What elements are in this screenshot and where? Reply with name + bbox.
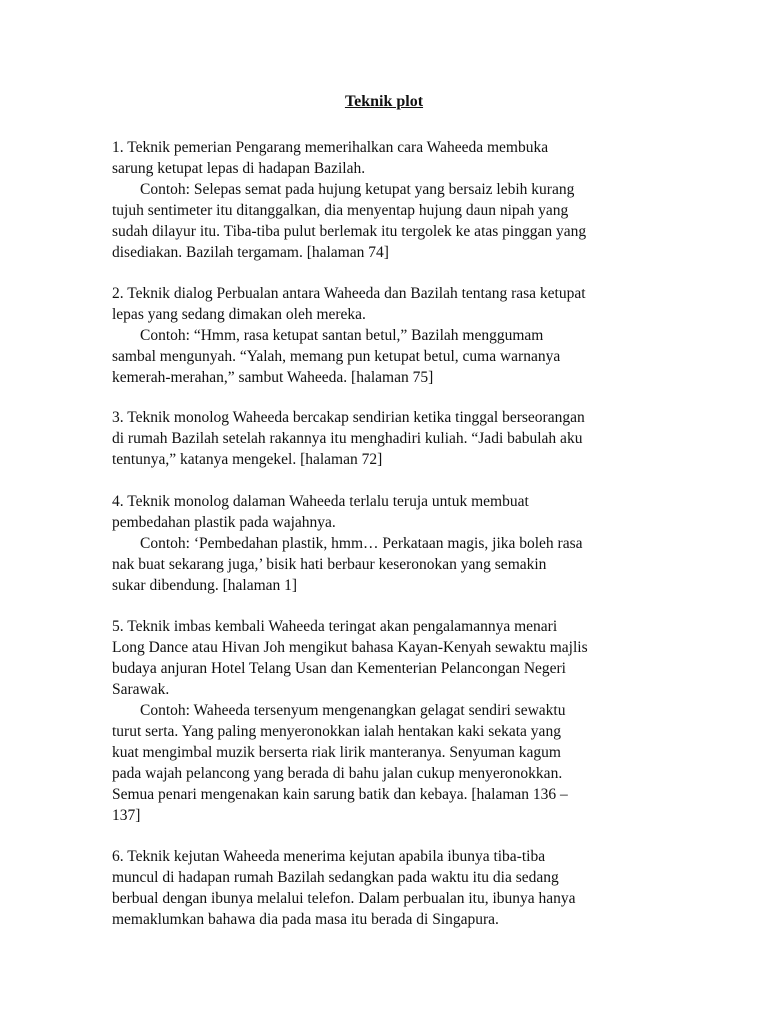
page-title: Teknik plot bbox=[344, 93, 424, 110]
item-6-line-1: 6. Teknik kejutan Waheeda menerima kejutan apabila ibunya tiba-tiba bbox=[112, 848, 546, 865]
item-3-line-3: tentunya,” katanya mengekel. [halaman 72] bbox=[112, 451, 383, 468]
item-2-example-line-1: Contoh: “Hmm, rasa ketupat santan betul,” Bazilah menggumam bbox=[140, 327, 544, 344]
item-5-line-2: Long Dance atau Hivan Joh mengikut bahasa Kayan-Kenyah sewaktu majlis bbox=[112, 639, 588, 656]
item-1-example-line-4: disediakan. Bazilah tergamam. [halaman 74] bbox=[112, 244, 389, 261]
item-3-line-2: di rumah Bazilah setelah rakannya itu menghadiri kuliah. “Jadi babulah aku bbox=[112, 430, 583, 447]
item-5-example-line-4: pada wajah pelancong yang berada di bahu jalan cukup menyeronokkan. bbox=[112, 765, 563, 782]
item-6-line-3: berbual dengan ibunya melalui telefon. Dalam perbualan itu, ibunya hanya bbox=[112, 890, 576, 907]
item-2-example-line-2: sambal mengunyah. “Yalah, memang pun ketupat betul, cuma warnanya bbox=[112, 348, 561, 365]
item-3-line-1: 3. Teknik monolog Waheeda bercakap sendirian ketika tinggal berseorangan bbox=[112, 409, 585, 426]
item-5-line-4: Sarawak. bbox=[112, 681, 170, 698]
item-5-line-1: 5. Teknik imbas kembali Waheeda teringat akan pengalamannya menari bbox=[112, 618, 558, 635]
item-5-line-3: budaya anjuran Hotel Telang Usan dan Kementerian Pelancongan Negeri bbox=[112, 660, 566, 677]
item-1-example-line-2: tujuh sentimeter itu ditanggalkan, dia menyentap hujung daun nipah yang bbox=[112, 202, 569, 219]
item-1-example-line-3: sudah dilayur itu. Tiba-tiba pulut berlemak itu tergolek ke atas pinggan yang bbox=[112, 223, 587, 240]
item-1-line-1: 1. Teknik pemerian Pengarang memerihalkan cara Waheeda membuka bbox=[112, 139, 549, 156]
item-5-example-line-6: 137] bbox=[112, 807, 141, 824]
item-1-example-line-1: Contoh: Selepas semat pada hujung ketupat yang bersaiz lebih kurang bbox=[140, 181, 575, 198]
item-4-line-1: 4. Teknik monolog dalaman Waheeda terlalu teruja untuk membuat bbox=[112, 493, 529, 510]
item-2-example-line-3: kemerah-merahan,” sambut Waheeda. [halaman 75] bbox=[112, 369, 434, 386]
item-4-example-line-3: sukar dibendung. [halaman 1] bbox=[112, 577, 298, 594]
item-6-line-4: memaklumkan bahawa dia pada masa itu berada di Singapura. bbox=[112, 911, 499, 928]
item-4-line-2: pembedahan plastik pada wajahnya. bbox=[112, 514, 336, 531]
item-4-example-line-1: Contoh: ‘Pembedahan plastik, hmm… Perkataan magis, jika boleh rasa bbox=[140, 535, 583, 552]
item-2-line-2: lepas yang sedang dimakan oleh mereka. bbox=[112, 306, 366, 323]
item-2-line-1: 2. Teknik dialog Perbualan antara Waheeda dan Bazilah tentang rasa ketupat bbox=[112, 285, 586, 302]
item-5-example-line-2: turut serta. Yang paling menyeronokkan ialah hentakan kaki sekata yang bbox=[112, 723, 561, 740]
item-4-example-line-2: nak buat sekarang juga,’ bisik hati berbaur keseronokan yang semakin bbox=[112, 556, 547, 573]
item-5-example-line-3: kuat mengimbal muzik berserta riak lirik manteranya. Senyuman kagum bbox=[112, 744, 561, 761]
item-1-line-2: sarung ketupat lepas di hadapan Bazilah. bbox=[112, 160, 366, 177]
item-5-example-line-5: Semua penari mengenakan kain sarung batik dan kebaya. [halaman 136 – bbox=[112, 786, 568, 803]
item-5-example-line-1: Contoh: Waheeda tersenyum mengenangkan gelagat sendiri sewaktu bbox=[140, 702, 566, 719]
item-6-line-2: muncul di hadapan rumah Bazilah sedangkan pada waktu itu dia sedang bbox=[112, 869, 559, 886]
